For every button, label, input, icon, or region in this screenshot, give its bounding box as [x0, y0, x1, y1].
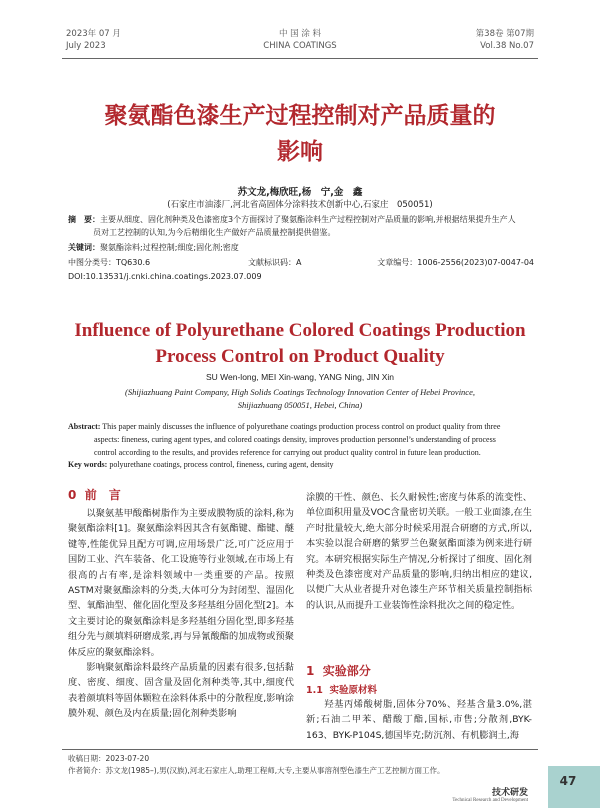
volume-en: Vol.38 No.07: [480, 41, 534, 51]
journal-name-en: CHINA COATINGS: [263, 41, 337, 51]
abstract-en-line3: control according to the results, and provides reference for carrying out product quality control in future lean production.: [94, 448, 481, 457]
clc-number: 中图分类号：TQ630.6: [68, 258, 151, 267]
subsection-1-1-heading: [306, 682, 377, 696]
subsection-1-1-title: 实验原材料: [329, 685, 377, 696]
intro-paragraph-2: 影响聚氨酯涂料最终产品质量的因素有很多,包括黏度、密度、细度、固含量及固化剂种类等,其中,细度代表着颜填料等固体颗粒在涂料体系中的分散程度,影响涂膜外观、颜色及内在质量;固化剂种类影响: [68, 662, 294, 720]
affiliation-cn: (石家庄市油漆厂,河北省高固体分涂料技术创新中心,石家庄 050051): [167, 200, 433, 210]
authors-cn: 苏文龙,梅欣旺,杨 宁,金 鑫: [237, 187, 363, 198]
affiliation-en: (Shijiazhuang Paint Company, High Solids Coatings Technology Innovation Center of Hebei Province, Shijiazhuang 050051, Hebei, China): [125, 387, 475, 410]
section-0-number: 0: [68, 488, 77, 502]
title-en: [60, 318, 540, 370]
header-left: [66, 28, 121, 52]
title-en-line2: Process Control on Product Quality: [155, 346, 445, 367]
keywords-en-text: polyurethane coatings, process control, fineness, curing agent, density: [109, 460, 334, 469]
section-1-title: 实验部分: [322, 664, 371, 678]
intro-paragraph-continued: 涂膜的干性、颜色、长久耐候性;密度与体系的流变性、单位面积用量及VOC含量密切关联。一般工业面漆,在生产时批量较大,绝大部分时候采用混合研磨的方式,所以,本实验以混合研磨的紫罗兰色聚氨酯面漆为例来进行研究。本研究根据实际生产情况,分析探讨了细度、固化剂种类及色漆密度对产品质量的影响,归纳出相应的建议,以便广大从业者提升对色漆生产环节相关质量控制指标的认识,从而提升工业装饰性涂料批次之间的稳定性。: [306, 492, 532, 611]
keywords-en: [68, 460, 334, 469]
page-number: 47: [559, 774, 577, 788]
abstract-cn-label: 摘 要：: [68, 215, 100, 224]
section-0-title: 前 言: [84, 488, 121, 502]
header-divider: [62, 58, 538, 59]
section-0-heading: [68, 486, 121, 503]
abstract-en-label: Abstract:: [68, 422, 101, 431]
title-cn: [60, 98, 540, 170]
right-column-body: [306, 490, 532, 613]
abstract-en-line1: This paper mainly discusses the influence of polyurethane coatings production process control on product quality from three: [102, 422, 501, 431]
keywords-cn-text: 聚氨酯涂料;过程控制;细度;固化剂;密度: [100, 243, 239, 252]
abstract-en: [68, 420, 536, 459]
subsection-1-1-number: 1.1: [306, 685, 323, 696]
materials-body: [306, 697, 532, 743]
footer-section-cn: 技术研发: [491, 788, 528, 798]
title-en-line1: Influence of Polyurethane Colored Coatings Production: [74, 320, 526, 341]
footer-section-en: Technical Research and Development: [452, 798, 528, 803]
title-cn-line2: 影响: [277, 139, 323, 165]
header-date-en: July 2023: [66, 41, 106, 51]
journal-name-cn: 中 国 涂 料: [278, 29, 322, 39]
section-1-number: 1: [306, 664, 315, 678]
section-1-heading: [306, 662, 371, 679]
header-center: [200, 28, 400, 52]
authors-en: SU Wen-long, MEI Xin-wang, YANG Ning, JIN Xin: [205, 372, 395, 382]
keywords-en-label: Key words:: [68, 460, 108, 469]
materials-paragraph: 羟基丙烯酸树脂,固体分70%、羟基含量3.0%,湛新;石油二甲苯、醋酸丁酯,国标,市售;分散剂,BYK-163、BYK-P104S,德国毕克;防沉剂、有机膨润土,海: [306, 699, 532, 741]
doc-code: 文献标识码：A: [248, 258, 302, 267]
footnote-divider: [62, 749, 538, 750]
intro-paragraph-1: 以聚氨基甲酸酯树脂作为主要成膜物质的涂料,称为聚氨酯涂料[1]。聚氨酯涂料因其含有氨酯键、酯键、醚键等,性能优异且配方可调,应用场景广泛,可广泛应用于国防工业、汽车装备、化工设施等行业领域,在市场上有很高的占有率,是涂料领域中一类重要的产品。按照ASTM对聚氨酯涂料的分类,大体可分为封闭型、湿固化型、氧酯油型、催化固化型及多羟基组分固化型[2]。本文主要讨论的聚氨酯涂料是多羟基组分固化型,即多羟基组分先与颜填料研磨成浆,再与异氰酸酯的加成物或预聚体反应的聚氨酯涂料。: [68, 508, 294, 658]
title-cn-line1: 聚氨酯色漆生产过程控制对产品质量的: [104, 103, 496, 129]
author-introduction: 作者简介：苏文龙(1985–),男(汉族),河北石家庄人,助理工程师,大专,主要从事溶剂型色漆生产工艺控制方面工作。: [68, 766, 445, 775]
abstract-en-line2: aspects: fineness, curing agent types, and colored coatings density, improves production personnel’s understanding of process: [94, 435, 496, 444]
header-date-cn: 2023年 07 月: [66, 29, 121, 39]
abstract-cn-line1: 主要从细度、固化剂种类及色漆密度3个方面探讨了聚氨酯涂料生产过程控制对产品质量的影响,并根据结果提升生产人: [100, 215, 516, 224]
left-column-body: [68, 506, 294, 722]
header-right: [476, 28, 534, 52]
abstract-cn-line2: 员对工艺控制的认知,为今后精细化生产做好产品质量控制提供借鉴。: [93, 228, 336, 237]
keywords-cn: [68, 241, 239, 254]
received-date: 收稿日期：2023-07-20: [68, 754, 150, 763]
keywords-cn-label: 关键词：: [68, 243, 100, 252]
abstract-cn: [68, 213, 538, 239]
footer-section-label: [452, 785, 528, 803]
volume-cn: 第38卷 第07期: [475, 29, 534, 39]
article-number: 文章编号：1006-2556(2023)07-0047-04: [377, 258, 534, 267]
footer-page-box: [548, 766, 600, 808]
doi: DOI:10.13531/j.cnki.china.coatings.2023.07.009: [68, 272, 262, 281]
